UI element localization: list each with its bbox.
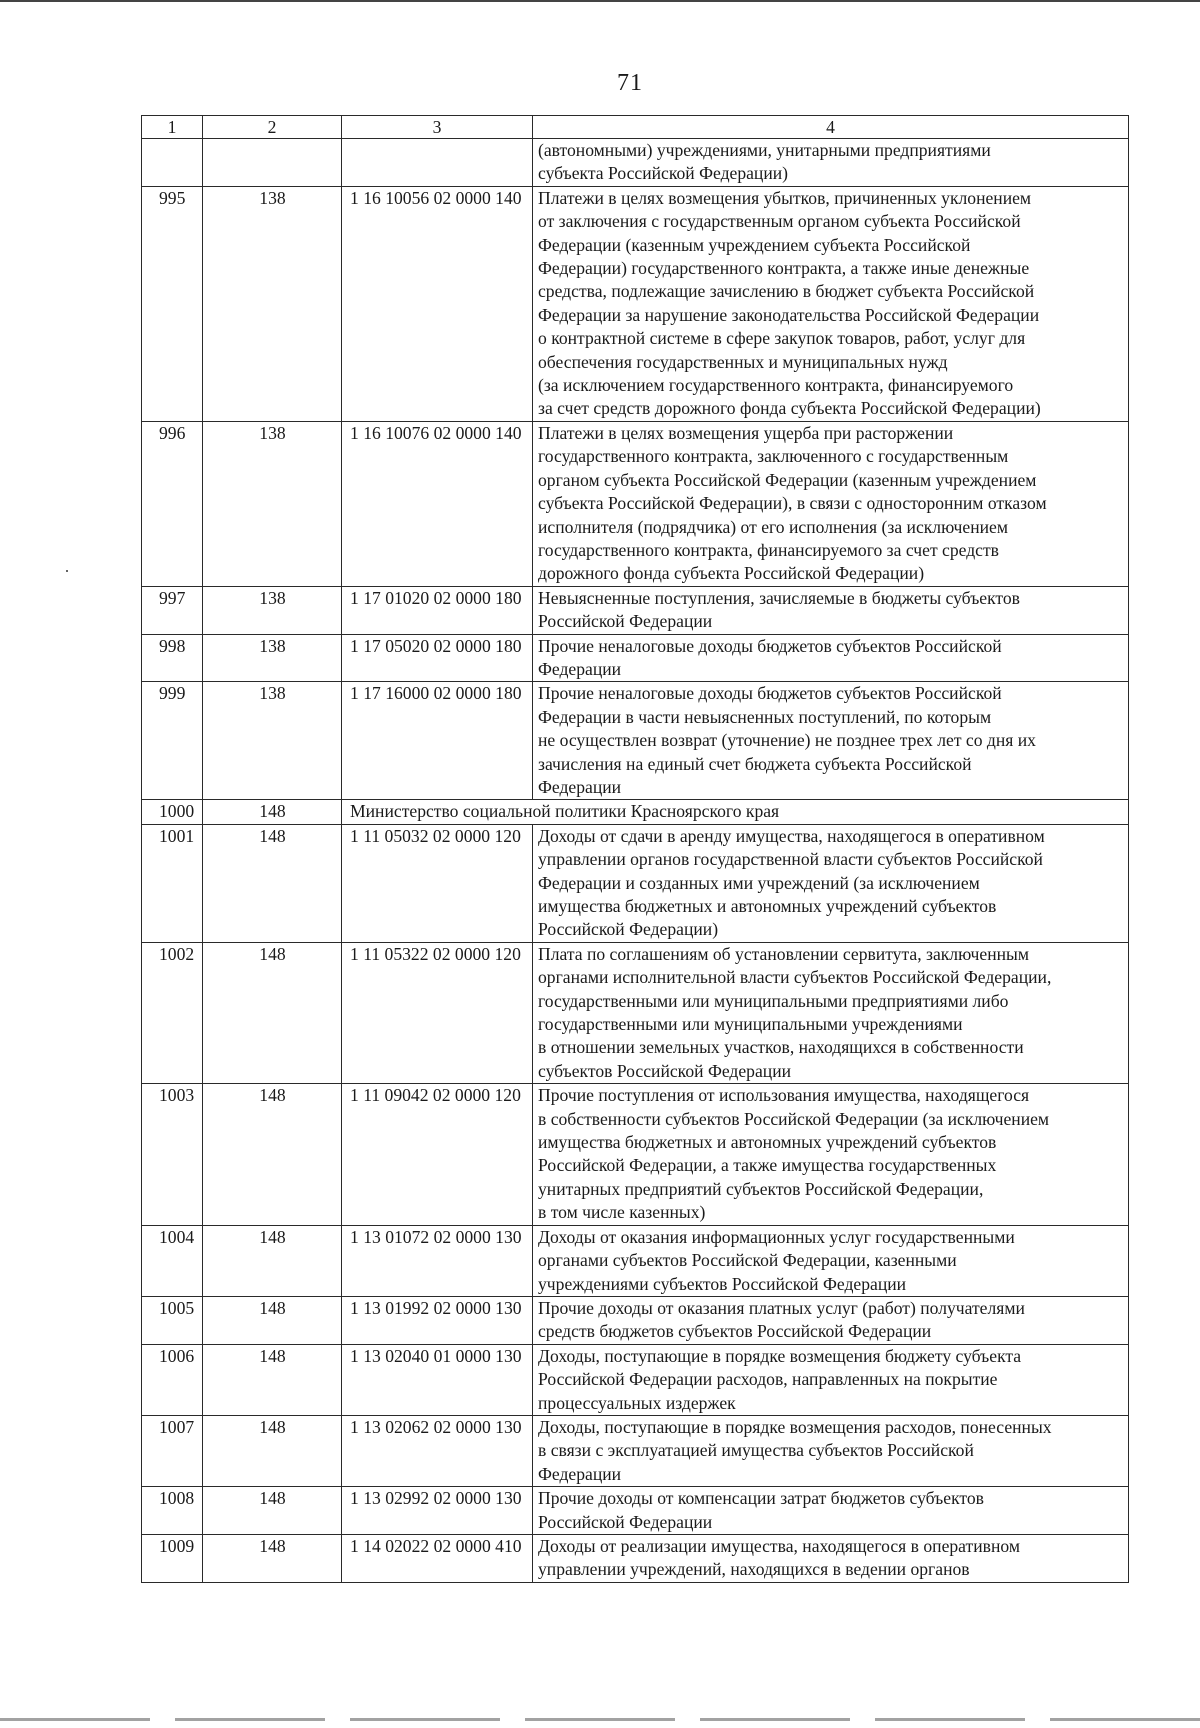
revenue-code-cell: 1 13 02062 02 0000 130 [342,1415,533,1486]
revenue-code-cell: 1 13 02992 02 0000 130 [342,1487,533,1535]
row-number-cell [142,139,203,187]
row-number-cell: 995 [142,186,203,421]
table-row [142,586,1129,634]
row-number-cell: 998 [142,634,203,682]
table-row [142,1296,1129,1344]
revenue-name-cell: Прочие поступления от использования имущества, находящегося в собственности субъектов Российской Федерации (за исключением имущества бюджетных и автономных учреждений субъектов Российской Федерации, а также имущества государственных унитарных предприятий субъектов Российской Федерации, в том числе казенных) [533,1084,1129,1225]
row-number-cell: 1003 [142,1084,203,1225]
revenue-code-cell: 1 11 09042 02 0000 120 [342,1084,533,1225]
revenue-name-cell: Доходы, поступающие в порядке возмещения расходов, понесенных в связи с эксплуатацией имущества субъектов Российской Федерации [533,1415,1129,1486]
revenue-name-cell: Доходы, поступающие в порядке возмещения бюджету субъекта Российской Федерации расходов, направленных на покрытие процессуальных издержек [533,1344,1129,1415]
row-number-cell: 1006 [142,1344,203,1415]
revenue-name-cell: (автономными) учреждениями, унитарными предприятиями субъекта Российской Федерации) [533,139,1129,187]
revenue-name-cell: Прочие неналоговые доходы бюджетов субъектов Российской Федерации в части невыясненных поступлений, по которым не осуществлен возврат (уточнение) не позднее трех лет со дня их зачисления на единый счет бюджета субъекта Российской Федерации [533,682,1129,800]
table-row [142,1534,1129,1582]
admin-code-cell: 148 [203,1415,342,1486]
page-bottom-edge [0,1718,1200,1721]
table-row [142,1084,1129,1225]
row-number-cell: 1004 [142,1225,203,1296]
row-number-cell: 1008 [142,1487,203,1535]
table-row [142,139,1129,187]
table-row [142,1225,1129,1296]
revenue-code-cell: 1 11 05032 02 0000 120 [342,824,533,942]
row-number-cell: 1007 [142,1415,203,1486]
revenue-code-cell: 1 13 01072 02 0000 130 [342,1225,533,1296]
header-col-1: 1 [142,116,203,139]
admin-code-cell: 148 [203,1225,342,1296]
revenue-name-cell: Плата по соглашениям об установлении сервитута, заключенным органами исполнительной власти субъектов Российской Федерации, государственными или муниципальными предприятиями либо государственными или муниципальными учреждениями в отношении земельных участков, находящихся в собственности субъектов Российской Федерации [533,942,1129,1083]
admin-code-cell: 138 [203,634,342,682]
admin-code-cell: 148 [203,1487,342,1535]
row-number-cell: 1009 [142,1534,203,1582]
row-number-cell: 999 [142,682,203,800]
admin-code-cell: 148 [203,1084,342,1225]
revenue-name-cell: Невыясненные поступления, зачисляемые в бюджеты субъектов Российской Федерации [533,586,1129,634]
revenue-code-cell: 1 16 10056 02 0000 140 [342,186,533,421]
admin-code-cell: 148 [203,1534,342,1582]
revenue-code-cell: 1 13 02040 01 0000 130 [342,1344,533,1415]
admin-code-cell [203,139,342,187]
revenue-name-cell: Платежи в целях возмещения убытков, причиненных уклонением от заключения с государственным органом субъекта Российской Федерации (казенным учреждением субъекта Российской Федерации) государственного контракта, а также иные денежные средства, подлежащие зачислению в бюджет субъекта Российской Федерации за нарушение законодательства Российской Федерации о контрактной системе в сфере закупок товаров, работ, услуг для обеспечения государственных и муниципальных нужд (за исключением государственного контракта, финансируемого за счет средств дорожного фонда субъекта Российской Федерации) [533,186,1129,421]
table-row [142,186,1129,421]
scan-speck [66,570,68,572]
row-number-cell: 1005 [142,1296,203,1344]
header-col-4: 4 [533,116,1129,139]
revenue-code-cell: 1 11 05322 02 0000 120 [342,942,533,1083]
row-number-cell: 1001 [142,824,203,942]
table-body [142,116,1129,1583]
admin-code-cell: 148 [203,942,342,1083]
admin-code-cell: 138 [203,421,342,586]
revenue-code-cell: 1 17 16000 02 0000 180 [342,682,533,800]
row-number-cell: 1000 [142,800,203,824]
page-number: 71 [617,70,643,96]
admin-code-cell: 148 [203,824,342,942]
revenue-name-cell: Доходы от оказания информационных услуг государственными органами субъектов Российской Федерации, казенными учреждениями субъектов Российской Федерации [533,1225,1129,1296]
row-number-cell: 997 [142,586,203,634]
admin-code-cell: 148 [203,1344,342,1415]
admin-code-cell: 138 [203,586,342,634]
table-row [142,800,1129,824]
table-row [142,682,1129,800]
table-row [142,421,1129,586]
table-row [142,1344,1129,1415]
revenue-name-cell: Платежи в целях возмещения ущерба при расторжении государственного контракта, заключенного с государственным органом субъекта Российской Федерации (казенным учреждением субъекта Российской Федерации), в связи с односторонним отказом исполнителя (подрядчика) от его исполнения (за исключением государственного контракта, финансируемого за счет средств дорожного фонда субъекта Российской Федерации) [533,421,1129,586]
row-number-cell: 996 [142,421,203,586]
revenue-name-cell: Прочие доходы от оказания платных услуг (работ) получателями средств бюджетов субъектов Российской Федерации [533,1296,1129,1344]
admin-code-cell: 148 [203,800,342,824]
admin-code-cell: 148 [203,1296,342,1344]
revenue-code-cell: 1 17 01020 02 0000 180 [342,586,533,634]
admin-code-cell: 138 [203,682,342,800]
table-row [142,824,1129,942]
revenue-name-cell: Доходы от сдачи в аренду имущества, находящегося в оперативном управлении органов государственной власти субъектов Российской Федерации и созданных ими учреждений (за исключением имущества бюджетных и автономных учреждений субъектов Российской Федерации) [533,824,1129,942]
revenue-code-cell: 1 14 02022 02 0000 410 [342,1534,533,1582]
revenue-code-cell: 1 17 05020 02 0000 180 [342,634,533,682]
table-row [142,634,1129,682]
administrator-name-cell: Министерство социальной политики Красноярского края [342,800,1129,824]
revenue-name-cell: Прочие неналоговые доходы бюджетов субъектов Российской Федерации [533,634,1129,682]
revenue-name-cell: Прочие доходы от компенсации затрат бюджетов субъектов Российской Федерации [533,1487,1129,1535]
revenue-code-cell [342,139,533,187]
revenue-name-cell: Доходы от реализации имущества, находящегося в оперативном управлении учреждений, находящихся в ведении органов [533,1534,1129,1582]
table-row [142,1415,1129,1486]
page-top-edge [0,0,1200,2]
header-col-3: 3 [342,116,533,139]
table-row [142,942,1129,1083]
admin-code-cell: 138 [203,186,342,421]
row-number-cell: 1002 [142,942,203,1083]
revenue-code-cell: 1 13 01992 02 0000 130 [342,1296,533,1344]
header-col-2: 2 [203,116,342,139]
revenue-code-cell: 1 16 10076 02 0000 140 [342,421,533,586]
revenue-codes-table [141,115,1129,1583]
table-header-row [142,116,1129,139]
table-row [142,1487,1129,1535]
